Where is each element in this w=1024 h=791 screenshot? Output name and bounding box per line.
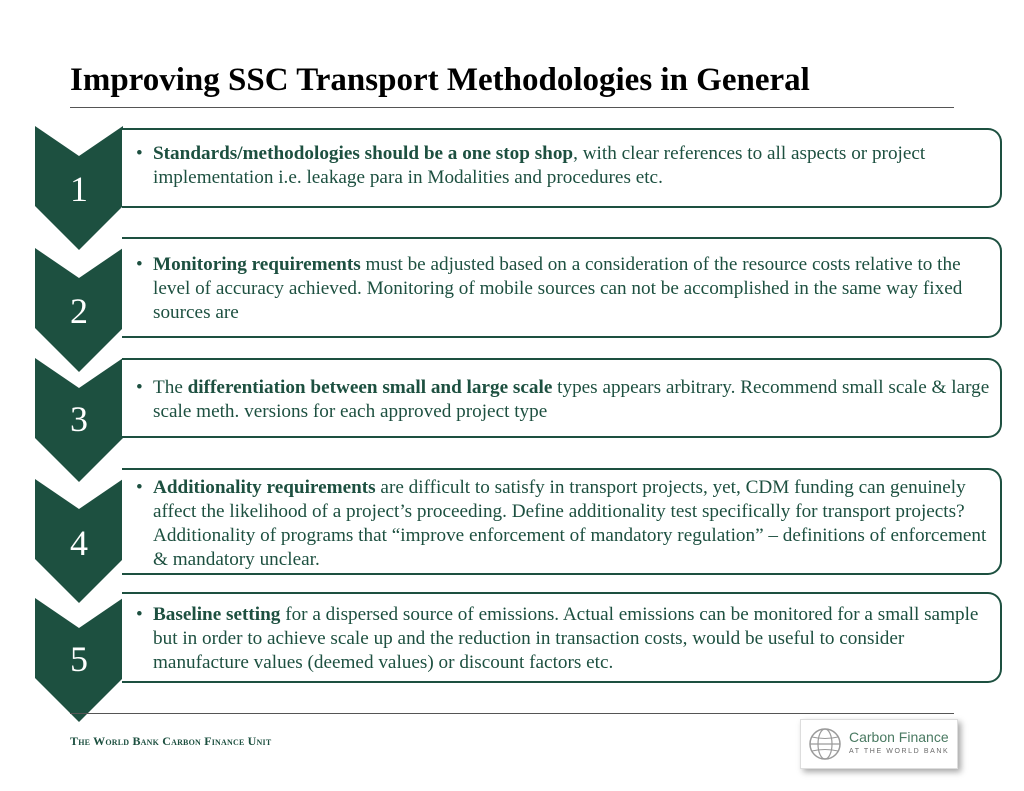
bullet-icon: • [136,143,143,164]
step-number-2: 2 [70,291,88,331]
step-keyword-3: differentiation between small and large scale [187,377,553,398]
step-text-1: • Standards/methodologies should be a one stop shop, with clear references to all aspects or project implementation i.e. leakage para in Modalities and procedures etc. [136,143,926,188]
footer-text: The World Bank Carbon Finance Unit [70,734,272,748]
step-text-3: • The differentiation between small and large scale types appears arbitrary. Recommend small scale & large scale meth. versions for each approved project type [136,377,990,422]
step-box-5 [122,592,1002,683]
step-box-2 [122,237,1002,338]
step-box-3 [122,358,1002,438]
step-keyword-5: Baseline setting [153,604,281,625]
globe-icon [807,726,843,762]
logo-title: Carbon Finance [849,729,949,745]
step-text-5: • Baseline setting for a dispersed source of emissions. Actual emissions can be monitored for a small sample but in order to achieve scale up and the reduction in transaction costs, would be useful to consider manufacture values (deemed values) or discount factors etc. [136,604,979,673]
bullet-icon: • [136,477,143,498]
step-keyword-4: Additionality requirements [153,477,376,498]
bullet-icon: • [136,604,143,625]
bullet-icon: • [136,254,143,275]
step-box-4 [122,468,1002,575]
title-divider [70,107,954,108]
footer-divider [70,713,954,714]
step-box-1 [122,128,1002,208]
step-number-4: 4 [70,523,88,563]
step-number-1: 1 [70,169,88,209]
logo-subtitle: AT THE WORLD BANK [849,748,950,755]
step-number-5: 5 [70,639,88,679]
page-title: Improving SSC Transport Methodologies in General [70,62,810,98]
step-keyword-1: Standards/methodologies should be a one stop shop [153,143,574,164]
step-text-2: • Monitoring requirements must be adjusted based on a consideration of the resource costs relative to the level of accuracy achieved. Monitoring of mobile sources can not be accomplished in the same way fixed sources are [136,254,963,323]
step-text-4: • Additionality requirements are difficult to satisfy in transport projects, yet, CDM funding can genuinely affect the likelihood of a project’s proceeding. Define additionality test specifically for transport projects? Additionality of programs that “improve enforcement of mandatory regulation” – definitions of enforcement & mandatory unclear. [136,477,987,570]
bullet-icon: • [136,377,143,398]
step-keyword-2: Monitoring requirements [153,254,361,275]
carbon-finance-logo [800,719,958,769]
step-number-3: 3 [70,399,88,439]
